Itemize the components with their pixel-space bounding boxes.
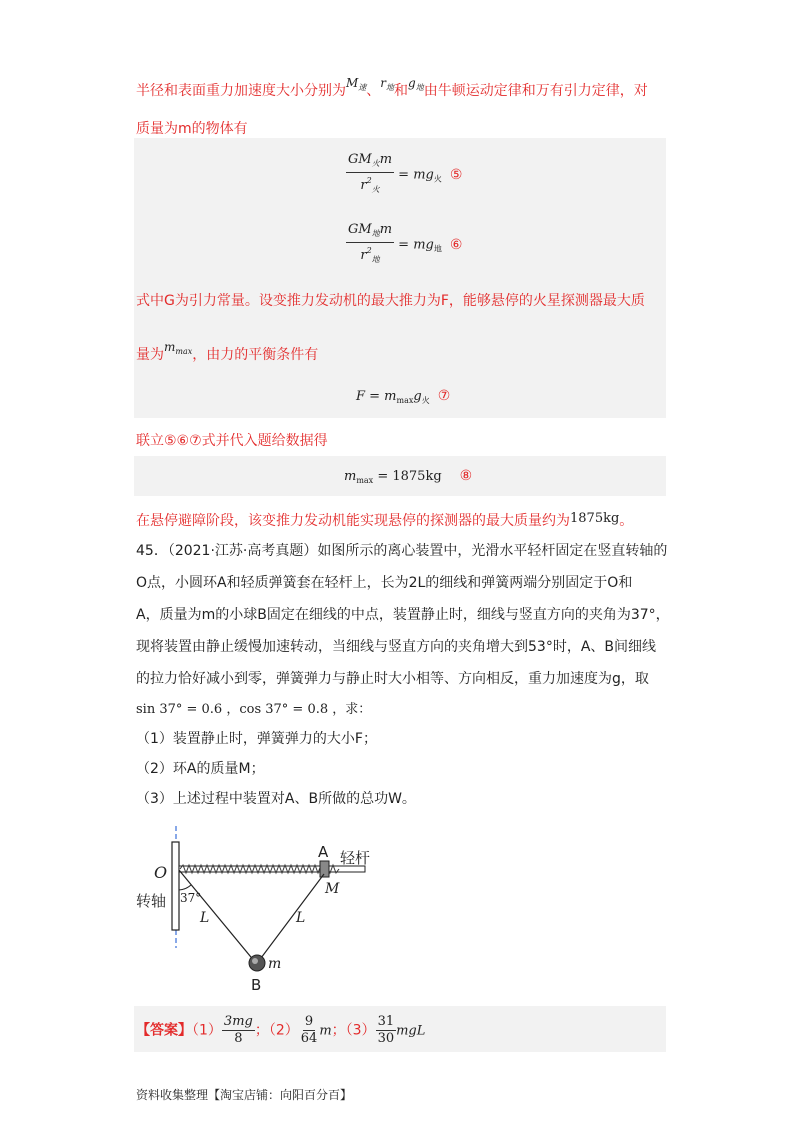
q45-line-2: O点，小圆环A和轻质弹簧套在轻杆上，长为2L的细线和弹簧两端分别固定于O和 (136, 575, 633, 591)
answer-f3-den: 30 (377, 1031, 395, 1046)
eq8-mark: ⑧ (459, 468, 473, 484)
answer-p2: （2） (268, 1022, 299, 1039)
answer-f3-post: mgL (396, 1023, 426, 1039)
answer-fraction-2 (299, 1014, 320, 1047)
q45-sub-1: （1）装置静止时，弹簧弹力的大小F； (136, 731, 377, 747)
eq5-den: r (360, 178, 367, 193)
answer-f2-post: m (319, 1023, 332, 1039)
eq6-mark: ⑥ (449, 236, 463, 253)
para2-sub: max (175, 347, 193, 356)
answer-sep-2: ； (331, 1022, 346, 1039)
answer-sep-1: ； (254, 1022, 269, 1039)
sep-1: 、 (366, 83, 381, 99)
para2-line-1: 式中G为引力常量。设变推力发动机的最大推力为F，能够悬停的火星探测器最大质 (136, 293, 645, 309)
label-A: A (318, 843, 329, 861)
label-angle: 37° (180, 891, 202, 905)
eq7-mark: ⑦ (437, 388, 451, 404)
q45-line-1: 45．（2021·江苏·高考真题）如图所示的离心装置中，光滑水平轻杆固定在竖直转轴的 (136, 543, 668, 559)
q45-line-6: sin 37° = 0.6 ，cos 37° = 0.8 ，求： (136, 702, 372, 717)
ring-A (320, 861, 329, 877)
conclusion-post: 。 (619, 513, 634, 529)
symbol-M-sub: 速 (358, 83, 367, 92)
eq6-den-sub: 地 (371, 255, 380, 264)
answer-f1-num: 3mg (223, 1014, 253, 1029)
answer-tag: 【答案】 (136, 1022, 192, 1039)
eq7-lhs: F = m (356, 389, 397, 404)
combine-line: 联立⑤⑥⑦式并代入题给数据得 (136, 433, 328, 449)
eq7-lhs-sub: max (396, 396, 414, 405)
q45-sub-3: （3）上述过程中装置对A、B所做的总功W。 (136, 791, 416, 807)
string-OB (179, 870, 255, 962)
answer-f2-num: 9 (304, 1014, 314, 1029)
label-L1: L (200, 910, 210, 926)
eq6-num-sub: 地 (371, 229, 380, 238)
eq5-num: GM (348, 152, 372, 167)
para2-post: ，由力的平衡条件有 (192, 347, 319, 363)
symbol-g: g (408, 76, 416, 90)
sep-2: 和 (394, 83, 409, 99)
label-m: m (268, 956, 282, 972)
label-M: M (325, 881, 340, 897)
answer-f2-den: 64 (300, 1031, 318, 1046)
eq7-rhs-sub: 火 (421, 396, 430, 405)
eq5-rhs-sub: 火 (433, 174, 442, 184)
intro-text-pre: 半径和表面重力加速度大小分别为 (136, 83, 346, 99)
para2-sym: m (164, 340, 176, 354)
intro-text-post: 由牛顿运动定律和万有引力定律，对 (423, 83, 648, 99)
ball-B-highlight (252, 958, 258, 964)
answer-p1: （1） (192, 1022, 222, 1039)
q45-line-4: 现将装置由静止缓慢加速转动，当细线与竖直方向的夹角增大到53°时，A、B间细线 (136, 639, 656, 655)
page-footer: 资料收集整理【淘宝店铺：向阳百分百】 (136, 1088, 353, 1102)
q45-sub-2: （2）环A的质量M； (136, 761, 265, 777)
answer-fraction-3 (376, 1014, 397, 1047)
eq5-den-sub: 火 (371, 185, 380, 194)
label-rod: 轻杆 (340, 849, 371, 867)
label-axis: 转轴 (136, 892, 167, 910)
eq8-lhs-sub: max (356, 476, 374, 485)
eq6-num-post: m (379, 222, 393, 237)
label-B: B (251, 976, 262, 994)
eq5-mark: ⑤ (449, 166, 463, 183)
q45-line-3: A，质量为m的小球B固定在细线的中点，装置静止时，细线与竖直方向的夹角为37°， (136, 607, 670, 623)
shaft-rect (172, 842, 179, 930)
symbol-M: M (346, 76, 359, 90)
eq8-rhs: = 1875kg (377, 469, 442, 484)
symbol-g-sub: 地 (415, 83, 424, 92)
eq5-num-sub: 火 (371, 159, 380, 168)
conclusion-value: 1875kg (570, 511, 620, 526)
symbol-r: r (380, 76, 387, 90)
eq6-rhs: = mg (398, 237, 434, 253)
symbol-r-sub: 地 (386, 83, 395, 92)
conclusion-pre: 在悬停避障阶段，该变推力发动机能实现悬停的探测器的最大质量约为 (136, 513, 570, 529)
string-AB (258, 874, 324, 962)
eq6-den-sup: 2 (366, 246, 372, 255)
eq7-rhs: g (413, 389, 422, 404)
answer-p3: （3） (345, 1022, 376, 1039)
label-O: O (154, 863, 168, 882)
answer-f1-den: 8 (234, 1031, 243, 1046)
eq6-rhs-sub: 地 (433, 244, 442, 254)
intro-line-2: 质量为m的物体有 (136, 121, 248, 137)
label-L2: L (296, 910, 306, 926)
eq5-rhs: = mg (398, 167, 434, 183)
angle-arc (179, 885, 191, 890)
eq6-num: GM (348, 222, 372, 237)
q45-line-5: 的拉力恰好减小到零，弹簧弹力与静止时大小相等、方向相反，重力加速度为g，取 (136, 671, 649, 687)
answer-f3-num: 31 (377, 1014, 395, 1029)
eq5-num-post: m (379, 152, 393, 167)
answer-fraction-1 (222, 1014, 255, 1047)
eq8-lhs: m (344, 469, 357, 484)
answer-line (136, 1014, 425, 1047)
eq6-den: r (360, 248, 367, 263)
eq5-den-sup: 2 (366, 176, 372, 185)
para2-pre: 量为 (136, 347, 164, 363)
